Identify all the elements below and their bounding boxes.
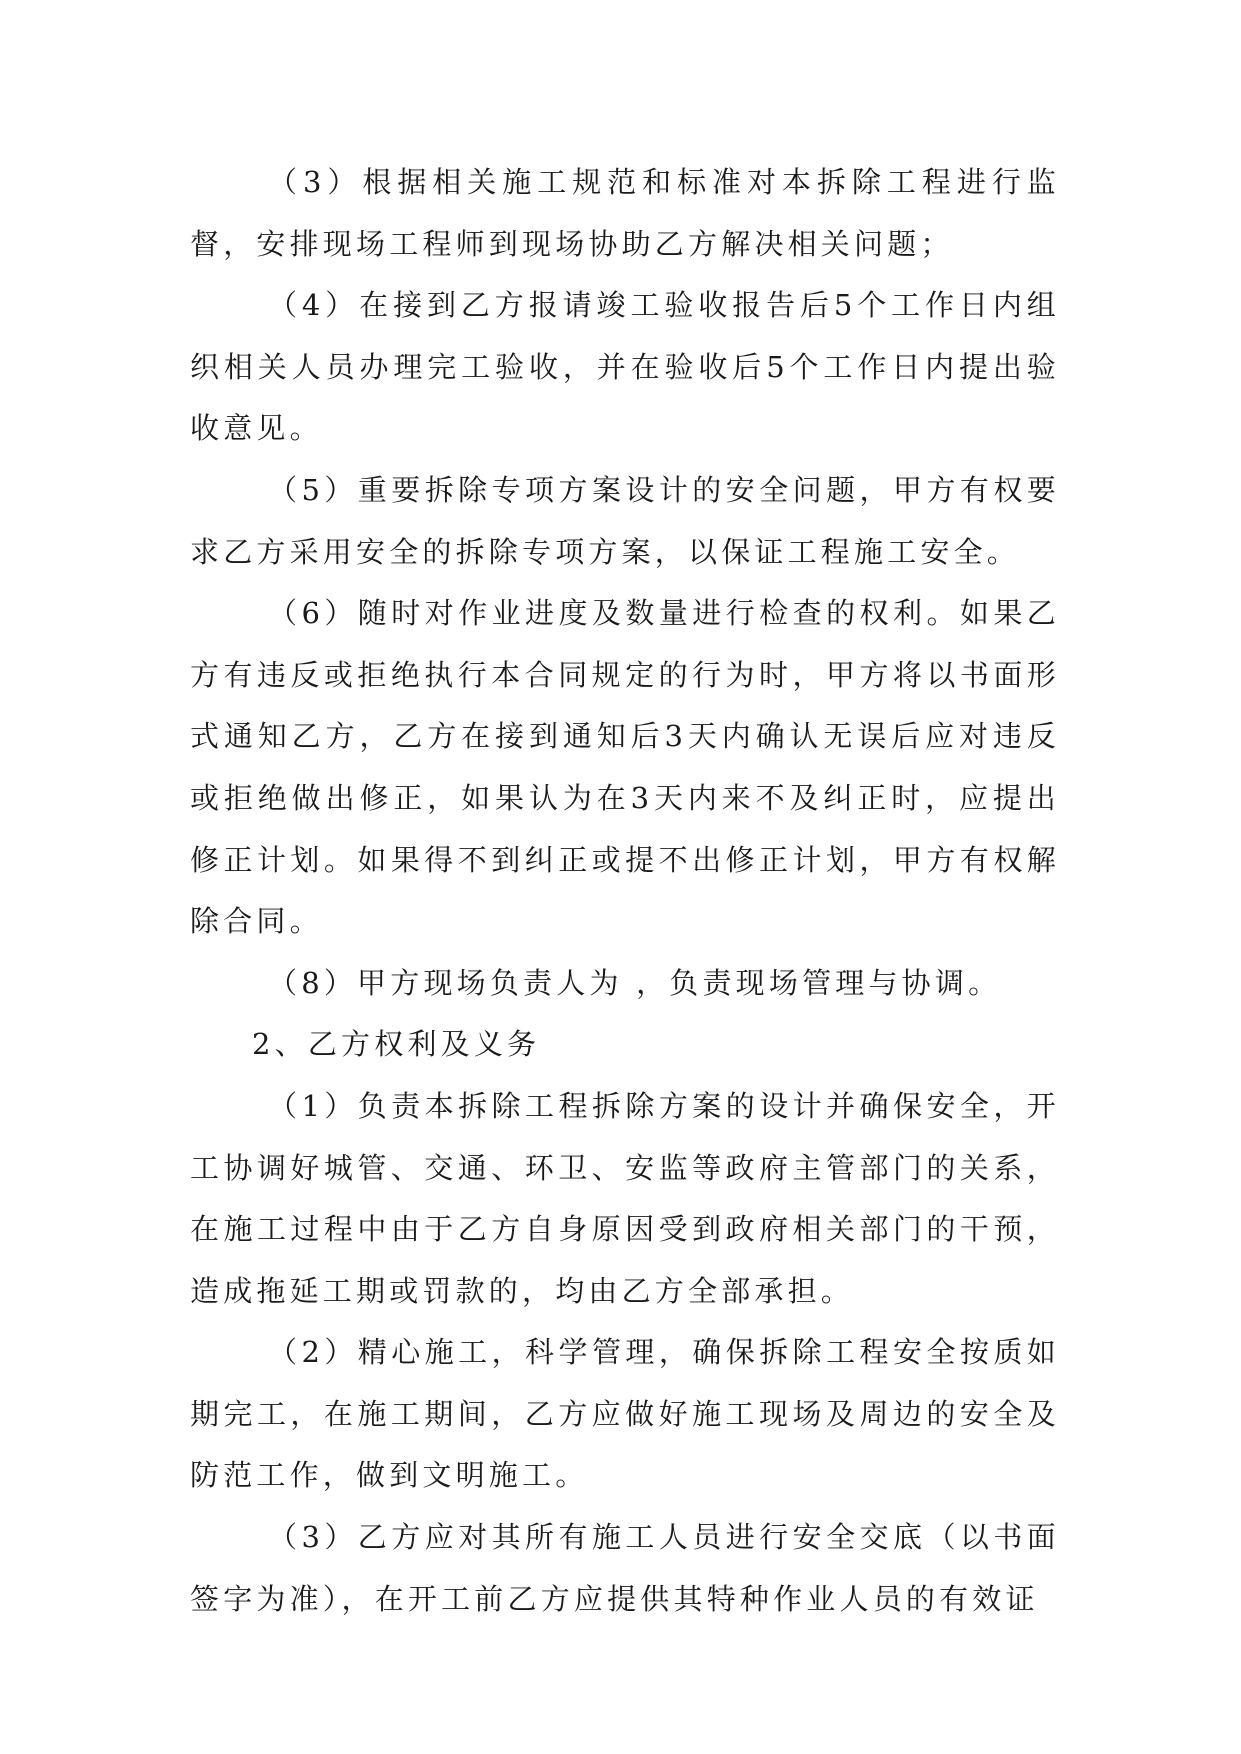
paragraph-contractor-duty-1: （1）负责本拆除工程拆除方案的设计并确保安全，开工协调好城管、交通、环卫、安监等政府主管部门的关系，在施工过程中由于乙方自身原因受到政府相关部门的干预，造成拖延工期或罚款的，均由乙方全部承担。 xyxy=(190,1088,1060,1308)
paragraph-owner-duty-6: （6）随时对作业进度及数量进行检查的权利。如果乙方有违反或拒绝执行本合同规定的行为时，甲方将以书面形式通知乙方，乙方在接到通知后3天内确认无误后应对违反或拒绝做出修正，如果认为在3天内来不及纠正时，应提出修正计划。如果得不到纠正或提不出修正计划，甲方有权解除合同。 xyxy=(190,596,1060,939)
paragraph-owner-duty-3: （3）根据相关施工规范和标准对本拆除工程进行监督，安排现场工程师到现场协助乙方解决相关问题； xyxy=(190,165,1060,261)
paragraph-owner-duty-4: （4）在接到乙方报请竣工验收报告后5个工作日内组织相关人员办理完工验收，并在验收后5个工作日内提出验收意见。 xyxy=(190,288,1060,446)
document-body xyxy=(190,152,1060,1630)
section-heading-contractor-rights: 2、乙方权利及义务 xyxy=(252,1027,541,1062)
paragraph-owner-duty-5: （5）重要拆除专项方案设计的安全问题，甲方有权要求乙方采用安全的拆除专项方案，以保证工程施工安全。 xyxy=(190,472,1060,569)
paragraph-contractor-duty-3: （3）乙方应对其所有施工人员进行安全交底（以书面签字为准），在开工前乙方应提供其特种作业人员的有效证 xyxy=(190,1520,1060,1616)
paragraph-contractor-duty-2: （2）精心施工，科学管理，确保拆除工程安全按质如期完工，在施工期间，乙方应做好施工现场及周边的安全及防范工作，做到文明施工。 xyxy=(190,1335,1060,1493)
paragraph-owner-duty-8: （8）甲方现场负责人为 ，负责现场管理与协调。 xyxy=(268,965,1002,1000)
